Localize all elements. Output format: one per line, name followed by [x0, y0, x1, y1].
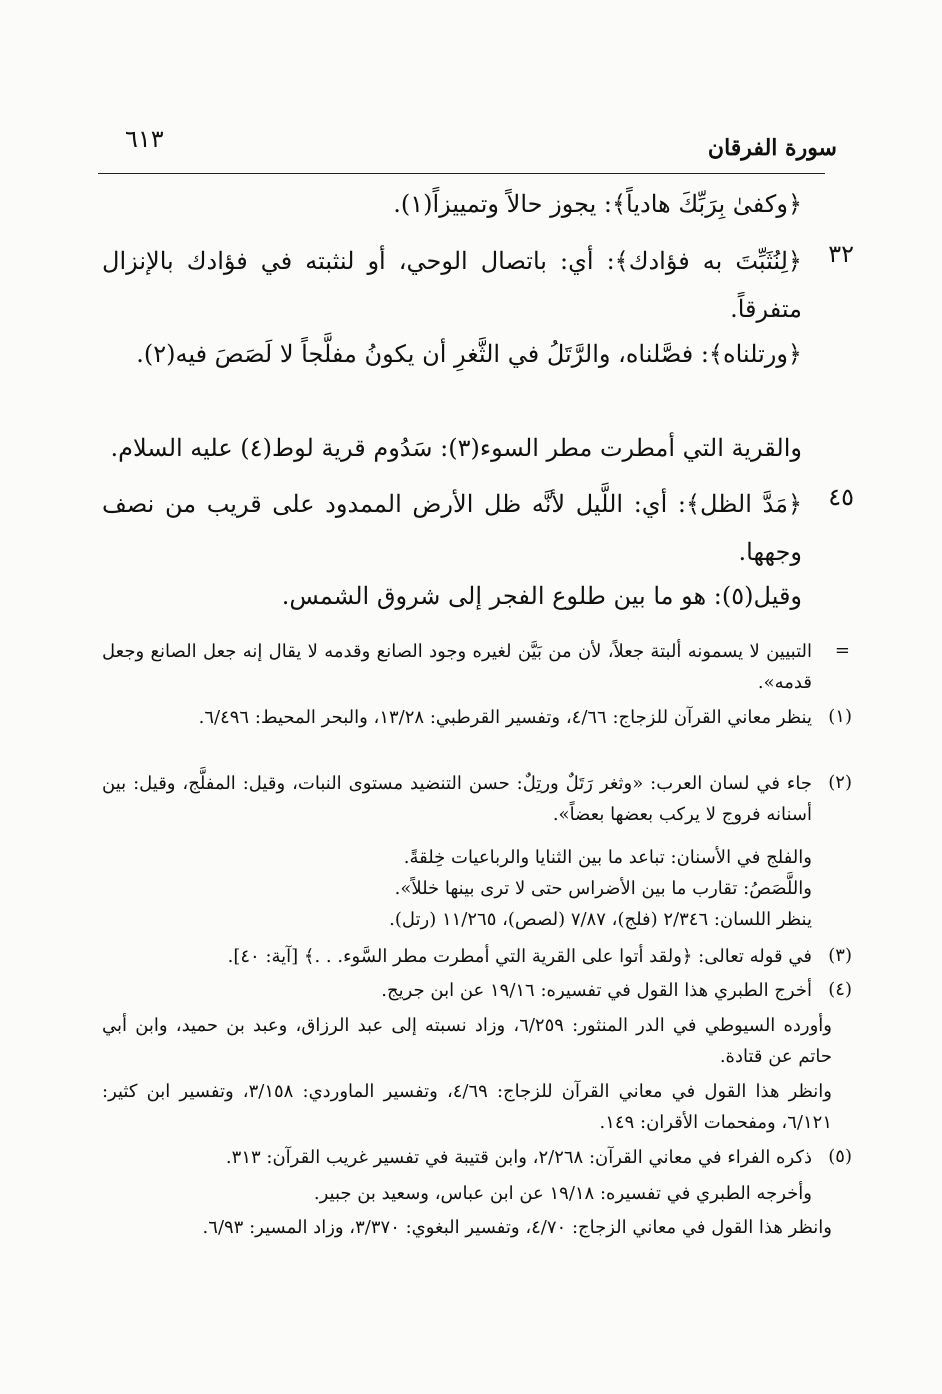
footnote-5-line-2: وأخرجه الطبري في تفسيره: ١٩/١٨ عن ابن عباس، وسعيد بن جبير. [313, 1183, 812, 1204]
footnote-1-mark: (١) [828, 706, 852, 727]
footnote-continuation: التبيين لا يسمونه ألبتة جعلاً، لأن من بَيَّن لغيره وجود الصانع وقدمه لا يقال إنه جعل الصانع وجعل قدمه». [102, 641, 812, 693]
footnote-4-line-2: وأورده السيوطي في الدر المنثور: ٦/٢٥٩، وزاد نسبته إلى عبد الرزاق، وعبد بن حميد، وابن أبي حاتم عن قتادة. [102, 1015, 832, 1067]
footnote-1: ينظر معاني القرآن للزجاج: ٤/٦٦، وتفسير القرطبي: ١٣/٢٨، والبحر المحيط: ٦/٤٩٦. [198, 707, 812, 728]
main-paragraph-5: ﴿مَدَّ الظل﴾: أي: اللَّيل لأنَّه ظل الأرض الممدود على قريب من نصف وجهها. [102, 490, 803, 566]
footnote-2-line-2: والفلج في الأسنان: تباعد ما بين الثنايا والرباعيات خِلقةً. [403, 847, 812, 868]
footnote-4-mark: (٤) [828, 979, 852, 1000]
footnote-5-line-3: وانظر هذا القول في معاني الزجاج: ٤/٧٠، وتفسير البغوي: ٣/٣٧٠، وزاد المسير: ٦/٩٣. [202, 1217, 832, 1238]
footnote-2-line-3: واللَّصَصُ: تقارب ما بين الأضراس حتى لا ترى بينها خللاً». [394, 878, 812, 899]
footnote-5-mark: (٥) [828, 1146, 852, 1167]
running-header-title: سورة الفرقان [707, 135, 837, 161]
footnote-3: في قوله تعالى: ﴿ولقد أتوا على القرية التي أمطرت مطر السَّوء. . .﴾ [آية: ٤٠]. [227, 946, 812, 967]
main-paragraph-2: ﴿لِنُثَبِّتَ به فؤادك﴾: أي: باتصال الوحي، أو لنثبته في فؤادك بالإنزال متفرقاً. [102, 247, 802, 323]
main-paragraph-1: ﴿وكفىٰ بِرَبِّكَ هادياً﴾: يجوز حالاً وتمييزاً(١). [393, 190, 802, 218]
footnote-2-mark: (٢) [828, 772, 852, 793]
header-rule [98, 173, 825, 174]
main-paragraph-3: ﴿ورتلناه﴾: فصَّلناه، والرَّتَلُ في الثَّغرِ أن يكونُ مفلَّجاً لا لَصَصَ فيه(٢). [136, 340, 802, 368]
footnote-4-line-1: أخرج الطبري هذا القول في تفسيره: ١٩/١٦ عن ابن جريج. [381, 980, 812, 1001]
footnote-4-line-3: وانظر هذا القول في معاني القرآن للزجاج: ٤/٦٩، وتفسير الماوردي: ٣/١٥٨، وتفسير ابن كثير: ٦/١٢١، ومفحمات الأقران: ١٤٩. [102, 1081, 832, 1133]
footnote-3-mark: (٣) [828, 945, 852, 966]
main-paragraph-6: وقيل(٥): هو ما بين طلوع الفجر إلى شروق الشمس. [281, 582, 802, 610]
footnote-2-text: جاء في لسان العرب: «وثغر رَتَلٌ ورتِلٌ: حسن التنضيد مستوى النبات، وقيل: المفلَّج، وقيل: بين أسنانه فروج لا يركب بعضها بعضاً». [102, 773, 812, 825]
verse-number-32: ٣٢ [828, 240, 854, 268]
main-paragraph-4: والقرية التي أمطرت مطر السوء(٣): سَدُوم قرية لوط(٤) عليه السلام. [110, 434, 802, 462]
page-number: ٦١٣ [125, 125, 164, 153]
footnote-2-line-4: ينظر اللسان: ٢/٣٤٦ (فلج)، ٧/٨٧ (لصص)، ١١/٢٦٥ (رتل). [389, 909, 812, 930]
footnote-5-line-1: ذكره الفراء في معاني القرآن: ٢/٢٦٨، وابن قتيبة في تفسير غريب القرآن: ٣١٣. [225, 1147, 812, 1168]
verse-number-45: ٤٥ [828, 483, 854, 511]
footnote-continuation-mark: = [834, 640, 850, 661]
